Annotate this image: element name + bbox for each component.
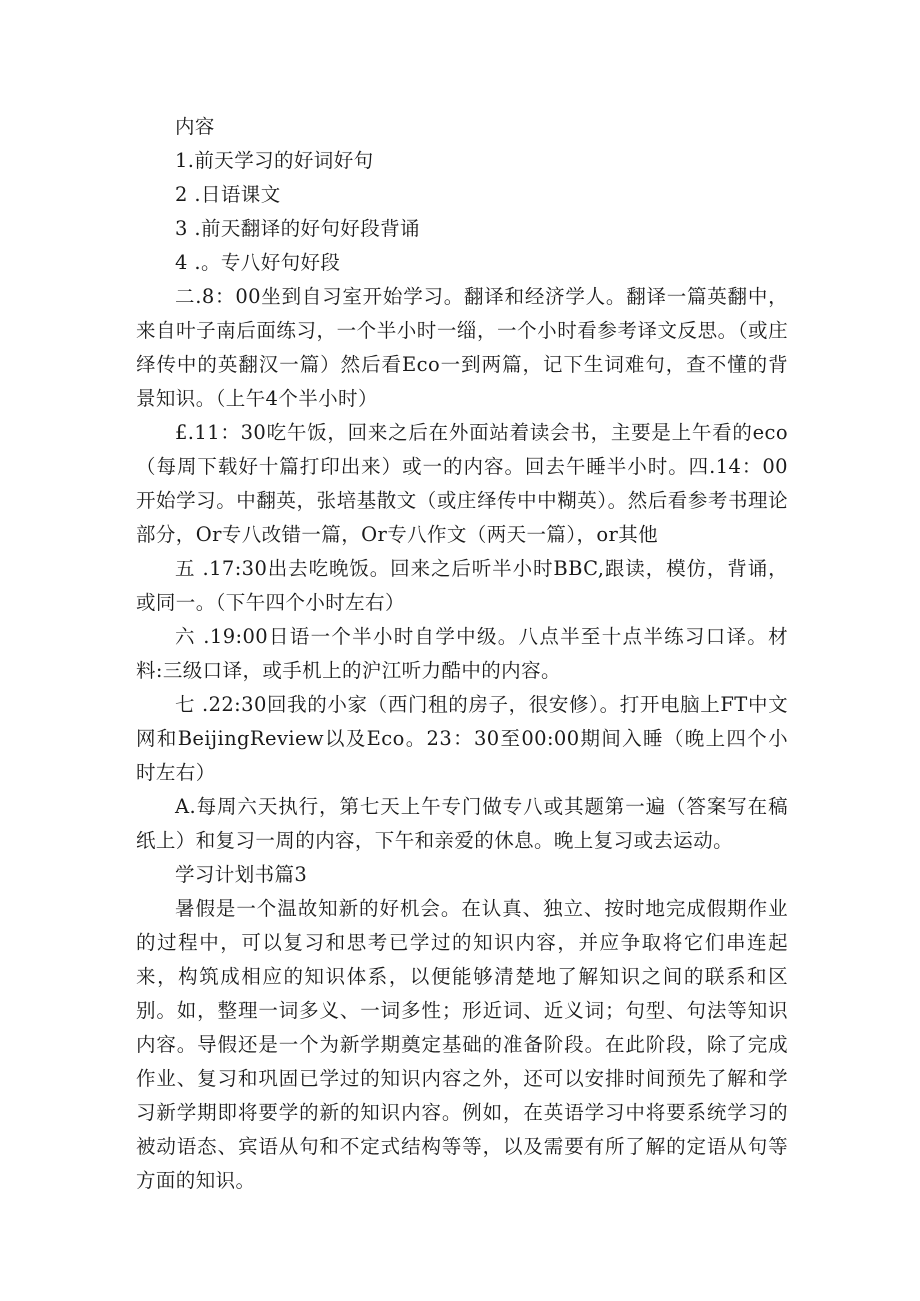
paragraph-morning: 二.8：00坐到自习室开始学习。翻译和经济学人。翻译一篇英翻中，来自叶子南后面练习，一个半小时一缁，一个小时看参考译文反思。（或庄绎传中的英翻汉一篇）然后看Eco一到两篇，记下生词难句，查不懂的背景知识。（上午4个半小时） (136, 285, 788, 410)
paragraph-night: 七 .22:30回我的小家（西门租的房子，很安修）。打开电脑上FT中文网和BeijingReview以及Eco。23：30至00:00期间入睡（晚上四个小时左右） (136, 693, 788, 784)
list-item-1: 1.前天学习的好词好句 (175, 149, 374, 172)
paragraph-evening-study: 六 .19:00日语一个半小时自学中级。八点半至十点半练习口译。材料:三级口译，或手机上的沪江听力酷中的内容。 (136, 625, 788, 682)
paragraph-weekly: A.每周六天执行，第七天上午专门做专八或其题第一遍（答案写在稿纸上）和复习一周的内容，下午和亲爱的休息。晚上复习或去运动。 (136, 795, 788, 852)
list-item-2: 2 .日语课文 (175, 183, 281, 206)
heading-content: 内容 (175, 115, 215, 138)
list-item-4: 4 .。专八好句好段 (175, 251, 341, 274)
document-body (136, 110, 788, 1198)
list-item-3: 3 .前天翻译的好句好段背诵 (175, 217, 420, 240)
paragraph-noon: £.11：30吃午饭，回来之后在外面站着读会书，主要是上午看的eco（每周下载好十篇打印出来）或一的内容。回去午睡半小时。四.14：00开始学习。中翻英，张培基散文（或庄绎传中中糊英）。然后看参考书理论部分，Or专八改错一篇，Or专八作文（两天一篇），or其他 (136, 421, 788, 546)
paragraph-evening-meal: 五 .17:30出去吃晚饭。回来之后听半小时BBC,跟读，模仿，背诵，或同一。（下午四个小时左右） (136, 557, 788, 614)
paragraph-summer: 暑假是一个温故知新的好机会。在认真、独立、按时地完成假期作业的过程中，可以复习和思考已学过的知识内容，并应争取将它们串连起来，构筑成相应的知识体系，以便能够清楚地了解知识之间的联系和区别。如，整理一词多义、一词多性；形近词、近义词；句型、句法等知识内容。导假还是一个为新学期奠定基础的准备阶段。在此阶段，除了完成作业、复习和巩固已学过的知识内容之外，还可以安排时间预先了解和学习新学期即将要学的新的知识内容。例如，在英语学习中将要系统学习的被动语态、宾语从句和不定式结构等等，以及需要有所了解的定语从句等方面的知识。 (136, 897, 788, 1192)
section-title: 学习计划书篇3 (175, 863, 308, 886)
